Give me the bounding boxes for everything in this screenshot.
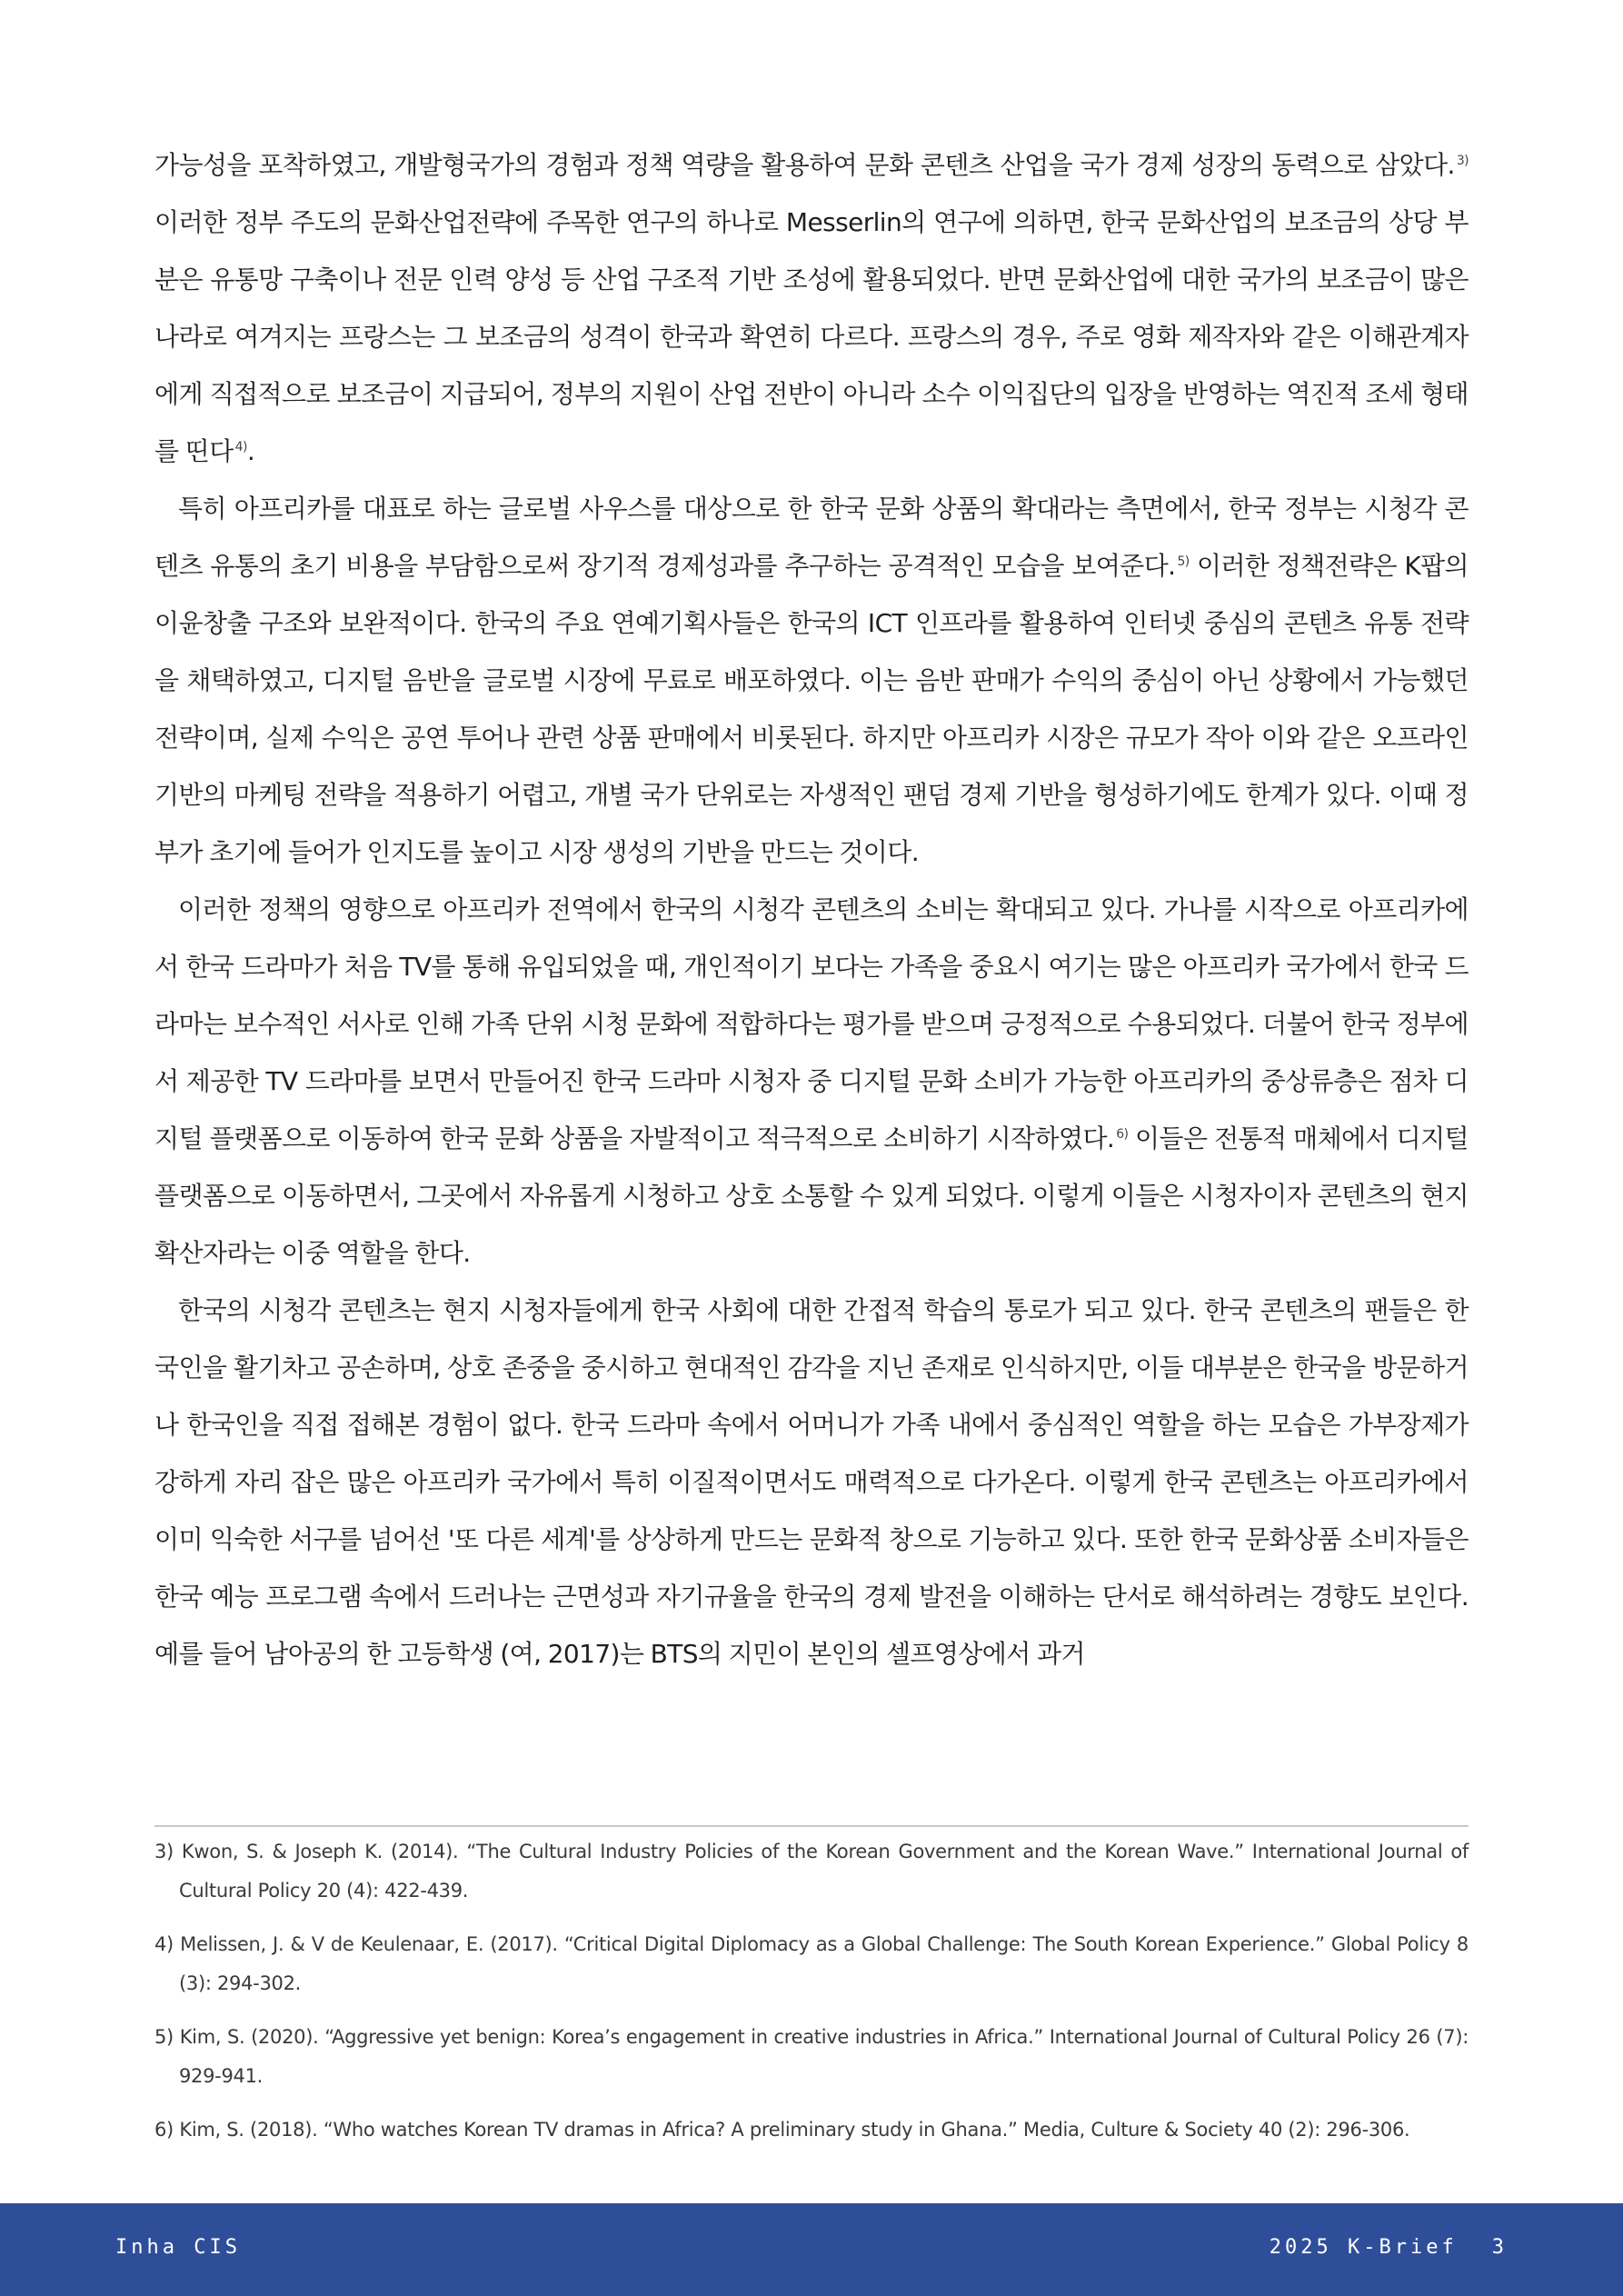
- paragraph-1-text-cont: 이러한 정부 주도의 문화산업전략에 주목한 연구의 하나로 Messerlin의 연구에 의하면, 한국 문화산업의 보조금의 상당 부분은 유통망 구축이나 전문 인력 양성 등 산업 구조적 기반 조성에 활용되었다. 반면 문화산업에 대한 국가의 보조금이 많은 나라로 여겨지는 프랑스는 그 보조금의 성격이 한국과 확연히 다르다. 프랑스의 경우, 주로 영화 제작자와 같은 이해관계자에게 직접적으로 보조금이 지급되어, 정부의 지원이 산업 전반이 아니라 소수 이익집단의 입장을 반영하는 역진적 조세 형태를 띤다: [154, 207, 1469, 466]
- paragraph-1: [154, 136, 1469, 480]
- footer-right: [1270, 2236, 1508, 2259]
- footnote-number: 4): [154, 1933, 174, 1955]
- footnote-ref-6[interactable]: 6): [1116, 1126, 1129, 1142]
- paragraph-2-text: 특히 아프리카를 대표로 하는 글로벌 사우스를 대상으로 한 한국 문화 상품의 확대라는 측면에서, 한국 정부는 시청각 콘텐츠 유통의 초기 비용을 부담함으로써 장기적 경제성과를 추구하는 공격적인 모습을 보여준다.: [154, 494, 1469, 581]
- paragraph-1-end: .: [246, 436, 255, 466]
- footnote-text: Kim, S. (2018). “Who watches Korean TV dramas in Africa? A preliminary study in Ghana.” Media, Culture & Society 40 (2): 296-306.: [179, 2119, 1410, 2141]
- paragraph-2: [154, 480, 1469, 881]
- page-number: 3: [1491, 2236, 1508, 2259]
- footnote-text: Melissen, J. & V de Keulenaar, E. (2017). “Critical Digital Diplomacy as a Global Challenge: The South Korean Experience.” Global Policy 8 (3): 294-302.: [179, 1933, 1469, 1994]
- footnote-ref-5[interactable]: 5): [1177, 554, 1190, 569]
- footer-publication: 2025 K-Brief: [1269, 2236, 1458, 2259]
- footnote-ref-4[interactable]: 4): [234, 439, 247, 454]
- footnote-4: [154, 1925, 1469, 2003]
- footnote-number: 3): [154, 1841, 174, 1862]
- footnote-ref-3[interactable]: 3): [1456, 153, 1469, 168]
- footnote-6: [154, 2111, 1469, 2150]
- footer-publisher: Inha CIS: [115, 2236, 241, 2259]
- paragraph-3-text-cont: 이들은 전통적 매체에서 디지털 플랫폼으로 이동하면서, 그곳에서 자유롭게 시청하고 상호 소통할 수 있게 되었다. 이렇게 이들은 시청자이자 콘텐츠의 현지 확산자라는 이중 역할을 한다.: [154, 1123, 1469, 1268]
- paragraph-2-text-cont: 이러한 정책전략은 K팝의 이윤창출 구조와 보완적이다. 한국의 주요 연예기획사들은 한국의 ICT 인프라를 활용하여 인터넷 중심의 콘텐츠 유통 전략을 채택하였고, 디지털 음반을 글로벌 시장에 무료로 배포하였다. 이는 음반 판매가 수익의 중심이 아닌 상황에서 가능했던 전략이며, 실제 수익은 공연 투어나 관련 상품 판매에서 비롯된다. 하지만 아프리카 시장은 규모가 작아 이와 같은 오프라인 기반의 마케팅 전략을 적용하기 어렵고, 개별 국가 단위로는 자생적인 팬덤 경제 기반을 형성하기에도 한계가 있다. 이때 정부가 초기에 들어가 인지도를 높이고 시장 생성의 기반을 만드는 것이다.: [154, 551, 1469, 867]
- paragraph-3: [154, 881, 1469, 1282]
- footnote-5: [154, 2018, 1469, 2096]
- paragraph-4: [154, 1282, 1469, 1682]
- footnote-3: [154, 1832, 1469, 1911]
- footnotes-section: [154, 1825, 1469, 2164]
- footnote-number: 5): [154, 2026, 174, 2048]
- paragraph-1-text: 가능성을 포착하였고, 개발형국가의 경험과 정책 역량을 활용하여 문화 콘텐츠 산업을 국가 경제 성장의 동력으로 삼았다.: [154, 150, 1455, 180]
- footnote-text: Kwon, S. & Joseph K. (2014). “The Cultural Industry Policies of the Korean Government and the Korean Wave.” International Journal of Cultural Policy 20 (4): 422-439.: [179, 1841, 1469, 1902]
- page-body: [154, 136, 1469, 1682]
- paragraph-4-text: 한국의 시청각 콘텐츠는 현지 시청자들에게 한국 사회에 대한 간접적 학습의 통로가 되고 있다. 한국 콘텐츠의 팬들은 한국인을 활기차고 공손하며, 상호 존중을 중시하고 현대적인 감각을 지닌 존재로 인식하지만, 이들 대부분은 한국을 방문하거나 한국인을 직접 접해본 경험이 없다. 한국 드라마 속에서 어머니가 가족 내에서 중심적인 역할을 하는 모습은 가부장제가 강하게 자리 잡은 많은 아프리카 국가에서 특히 이질적이면서도 매력적으로 다가온다. 이렇게 한국 콘텐츠는 아프리카에서 이미 익숙한 서구를 넘어선 '또 다른 세계'를 상상하게 만드는 문화적 창으로 기능하고 있다. 또한 한국 문화상품 소비자들은 한국 예능 프로그램 속에서 드러나는 근면성과 자기규율을 한국의 경제 발전을 이해하는 단서로 해석하려는 경향도 보인다. 예를 들어 남아공의 한 고등학생 (여, 2017)는 BTS의 지민이 본인의 셀프영상에서 과거: [154, 1295, 1469, 1669]
- paragraph-3-text: 이러한 정책의 영향으로 아프리카 전역에서 한국의 시청각 콘텐츠의 소비는 확대되고 있다. 가나를 시작으로 아프리카에서 한국 드라마가 처음 TV를 통해 유입되었을 때, 개인적이기 보다는 가족을 중요시 여기는 많은 아프리카 국가에서 한국 드라마는 보수적인 서사로 인해 가족 단위 시청 문화에 적합하다는 평가를 받으며 긍정적으로 수용되었다. 더불어 한국 정부에서 제공한 TV 드라마를 보면서 만들어진 한국 드라마 시청자 중 디지털 문화 소비가 가능한 아프리카의 중상류층은 점차 디지털 플랫폼으로 이동하여 한국 문화 상품을 자발적이고 적극적으로 소비하기 시작하였다.: [154, 894, 1469, 1153]
- footnote-number: 6): [154, 2119, 174, 2141]
- footnote-text: Kim, S. (2020). “Aggressive yet benign: Korea’s engagement in creative industries in Africa.” International Journal of Cultural Policy 26 (7): 929-941.: [179, 2026, 1469, 2087]
- footer-bar: [0, 2203, 1623, 2296]
